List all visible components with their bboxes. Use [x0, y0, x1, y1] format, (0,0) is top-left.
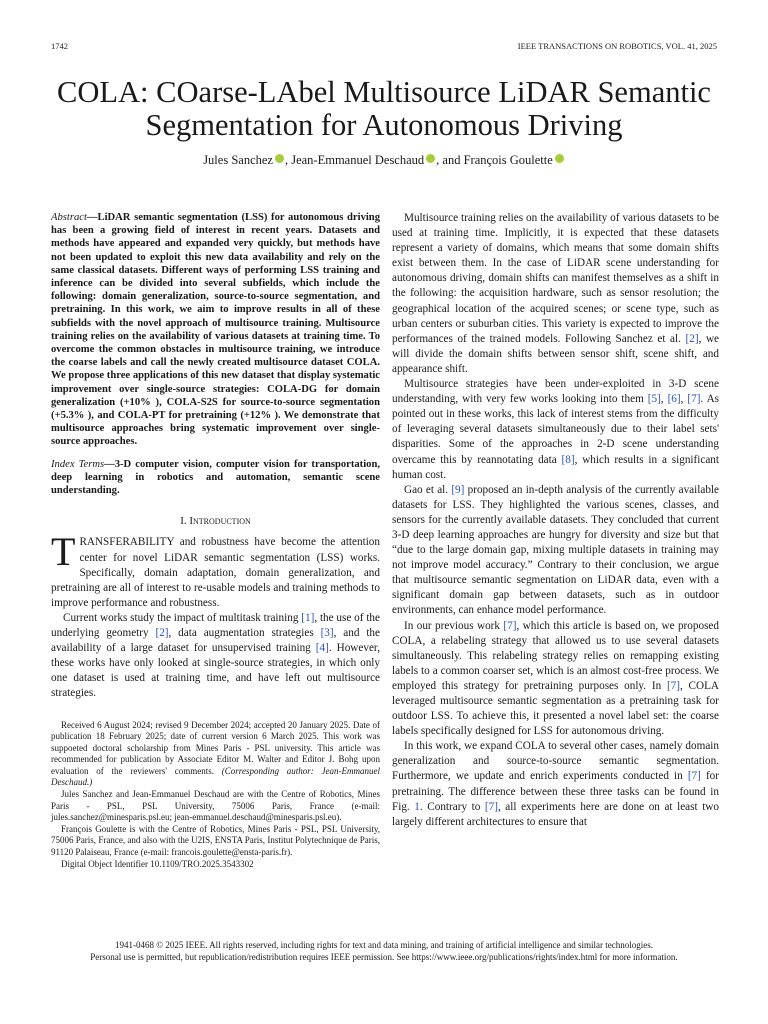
paragraph	[392, 211, 719, 377]
text-run: ,	[680, 393, 688, 406]
citation-link[interactable]: [3]	[320, 627, 334, 640]
citation-link[interactable]: [9]	[451, 483, 465, 496]
text-run: Multisource training relies on the availability of various datasets to be used at training time. Implicitly, it is expected that these datasets represent a variety of domains, which means that some domain shifts exist between them. In the case of LiDAR scene understanding for autonomous driving, domain shifts can manifest themselves as a shift in the following: the acquisition hardware, such as sensor resolution; the geographical location of the acquired scenes; or scene type, such as urban centers or suburban cities. This variety is expected to improve the performances of the trained models. Following Sanchez et al.	[392, 212, 719, 345]
author-name: , Jean-Emmanuel Deschaud	[284, 153, 425, 167]
citation-link[interactable]: [7]	[484, 800, 498, 813]
orcid-icon[interactable]	[555, 154, 564, 163]
affiliation-note: François Goulette is with the Centre of Robotics, Mines Paris - PSL, PSL University, 75006 Paris, France, and also with the U2IS, ENSTA Paris, Institut Polytechnique de Paris, 91120 Palaiseau, France (e-mail: francois.goulette@ensta-paris.fr).	[51, 823, 380, 858]
text-run: , COLA leveraged multisource semantic segmentation as a pretraining task for outdoor LSS. To achieve this, it presented a novel label set: the coarse labels specifically designed for LSS for autonomous driving.	[392, 679, 719, 738]
citation-link[interactable]: [2]	[685, 332, 699, 345]
abstract-label: Abstract	[51, 212, 87, 223]
citation-link[interactable]: [8]	[561, 453, 575, 466]
text-run: . As pointed out in these works, this lack of interest stems from the difficulty of leveraging several datasets simultaneously due to their label sets' disparities. Some of the approaches in 2-D scene understanding overcame this by reannotating data	[392, 393, 719, 466]
text-run: , we will divide the domain shifts between sensor shift, scene shift, and appearance shift.	[392, 332, 719, 375]
index-terms-label: Index Terms	[51, 458, 105, 470]
citation-link[interactable]: [5]	[647, 393, 661, 406]
citation-link[interactable]: [2]	[155, 627, 169, 640]
affiliation-note: Jules Sanchez and Jean-Emmanuel Deschaud are with the Centre of Robotics, Mines Paris - PSL, PSL University, 75006 Paris, France (e-mail: jules.sanchez@minesparis.psl.eu; jean-emmanuel.deschaud@minesparis.psl.eu).	[51, 789, 380, 823]
paragraph	[392, 619, 719, 740]
text-run: In this work, we expand COLA to several other cases, namely domain generalization and source-to-source semantic segmentation. Furthermore, we update and enrich experiments conducted in	[392, 740, 719, 783]
text-run: ,	[660, 393, 668, 406]
journal-header: IEEE TRANSACTIONS ON ROBOTICS, VOL. 41, 2025	[517, 41, 717, 51]
abstract	[51, 211, 380, 449]
orcid-icon[interactable]	[426, 154, 435, 163]
citation-link[interactable]: [7]	[503, 619, 517, 632]
title-line-1: COLA: COarse-LAbel Multisource LiDAR Semantic	[57, 75, 711, 109]
abstract-text: —LiDAR semantic segmentation (LSS) for autonomous driving has been a growing field of interest in recent years. Datasets and methods have appeared and expanded very quickly, but methods have not been updated to exploit this new data availability and rely on the same classical datasets. Different ways of performing LSS training and inference can be divided into several subfields, which include the following: domain generalization, source-to-source segmentation, and pretraining. In this work, we aim to improve results in all of these subfields with the novel approach of multisource training. Multisource training relies on the availability of various datasets at training time. To overcome the common obstacles in multisource training, we introduce the coarse labels and call the newly created multisource dataset COLA. We propose three applications of this new dataset that display systematic improvement over single-source strategies: COLA-DG for domain generalization (+10% ), COLA-S2S for source-to-source segmentation (+5.3% ), and COLA-PT for pretraining (+12% ). We demonstrate that multisource approaches bring systematic improvement over single-source approaches.	[51, 212, 380, 448]
section-heading: I. Introduction	[180, 515, 251, 528]
text-run: proposed an in-depth analysis of the currently available datasets for LSS. They highlighted the various scenes, classes, and sensors for the currently available datasets. They concluded that current 3-D deep learning approaches are hungry for diversity and size but that “due to the large domain gap, mixing multiple datasets in training may not improve model accuracy.” Contrary to their conclusion, we argue that multisource semantic segmentation on LiDAR data, even with a significant domain gap between datasets, such as in outdoor environments, can enhance model performance.	[392, 483, 719, 617]
intro-paragraph-2	[51, 611, 380, 702]
citation-link[interactable]: [1]	[301, 611, 315, 624]
intro-text: RANSFERABILITY and robustness have become the attention center for novel LiDAR semantic segmentation (LSS) works. Specifically, domain adaptation, domain generalization, and pretraining are all of interest to re-usable models and training methods to improve performance and robustness.	[51, 536, 380, 609]
text-run: Current works study the impact of multitask training	[63, 611, 302, 624]
text-run: . Contrary to	[419, 800, 485, 813]
index-terms	[51, 458, 380, 498]
paragraph	[392, 377, 719, 483]
text-run: , which this article is based on, we proposed COLA, a relabeling strategy that allowed us to use several datasets simultaneously. This relabeling strategy relies on remapping existing labels to a common coarser set, which is an almost cost-free process. We employed this strategy for pretraining purposes only. In	[392, 619, 719, 692]
copyright-footer	[0, 939, 768, 963]
citation-link[interactable]: [7]	[687, 393, 701, 406]
text-run: In our previous work	[404, 619, 504, 632]
intro-paragraph-1	[51, 529, 380, 610]
citation-link[interactable]: [7]	[666, 679, 680, 692]
text-run: for pretraining. The difference between these three tasks can be found in Fig.	[392, 770, 719, 813]
drop-cap: T	[51, 529, 76, 575]
paragraph	[392, 739, 719, 830]
text-run: , which results in a significant human cost.	[392, 453, 719, 481]
author-name: Jules Sanchez	[203, 153, 273, 167]
page-number: 1742	[51, 41, 68, 51]
author-list	[0, 153, 768, 168]
text-run: , all experiments here are done on at least two largely different architectures to ensure that	[392, 800, 719, 828]
text-run: Gao et al.	[404, 483, 452, 496]
text-run: . However, these works have only looked at single-source strategies, in which only one dataset is used at training time, and have left out multisource strategies.	[51, 642, 380, 700]
title-line-2: Segmentation for Autonomous Driving	[145, 108, 623, 142]
text-run: Received 6 August 2024; revised 9 December 2024; accepted 20 January 2025. Date of publication 18 February 2025; date of current version 6 March 2025. This work was suppoeted doctoral scholarship from Mines Paris - PSL university. This article was recommended for publication by Associate Editor M. Walter and Editor J. Bohg upon evaluation of the reviewers' comments.	[51, 719, 380, 776]
text-run: , and the availability of a large dataset for unsupervised training	[51, 627, 380, 655]
doi-note: Digital Object Identifier 10.1109/TRO.2025.3543302	[61, 858, 254, 869]
citation-link[interactable]: [4]	[315, 642, 329, 655]
text-run: , the use of the underlying geometry	[51, 611, 380, 640]
paper-title	[40, 76, 728, 142]
corresponding-author: (Corresponding author: Jean-Emmanuel Deschaud.)	[51, 765, 381, 788]
text-run: , data augmentation strategies	[168, 627, 321, 640]
text-run: Multisource strategies have been under-exploited in 3-D scene understanding, with very few works looking into them	[392, 378, 719, 406]
paragraph	[392, 483, 719, 619]
index-terms-text: —3-D computer vision, computer vision for transportation, deep learning in robotics and automation, semantic scene understanding.	[51, 458, 380, 497]
permission-line: Personal use is permitted, but republication/redistribution requires IEEE permission. See https://www.ieee.org/publications/rights/index.html for more information.	[90, 952, 678, 962]
citation-link[interactable]: [6]	[667, 393, 681, 406]
received-note	[51, 720, 380, 790]
citation-link[interactable]: [7]	[687, 770, 701, 783]
left-column	[51, 211, 380, 870]
footnotes	[51, 720, 380, 871]
orcid-icon[interactable]	[275, 154, 284, 163]
copyright-line: 1941-0468 © 2025 IEEE. All rights reserved, including rights for text and data mining, and training of artificial intelligence and similar technologies.	[115, 940, 653, 950]
author-name: , and François Goulette	[436, 153, 553, 167]
right-column	[392, 211, 719, 830]
figure-link[interactable]: 1	[414, 800, 420, 813]
